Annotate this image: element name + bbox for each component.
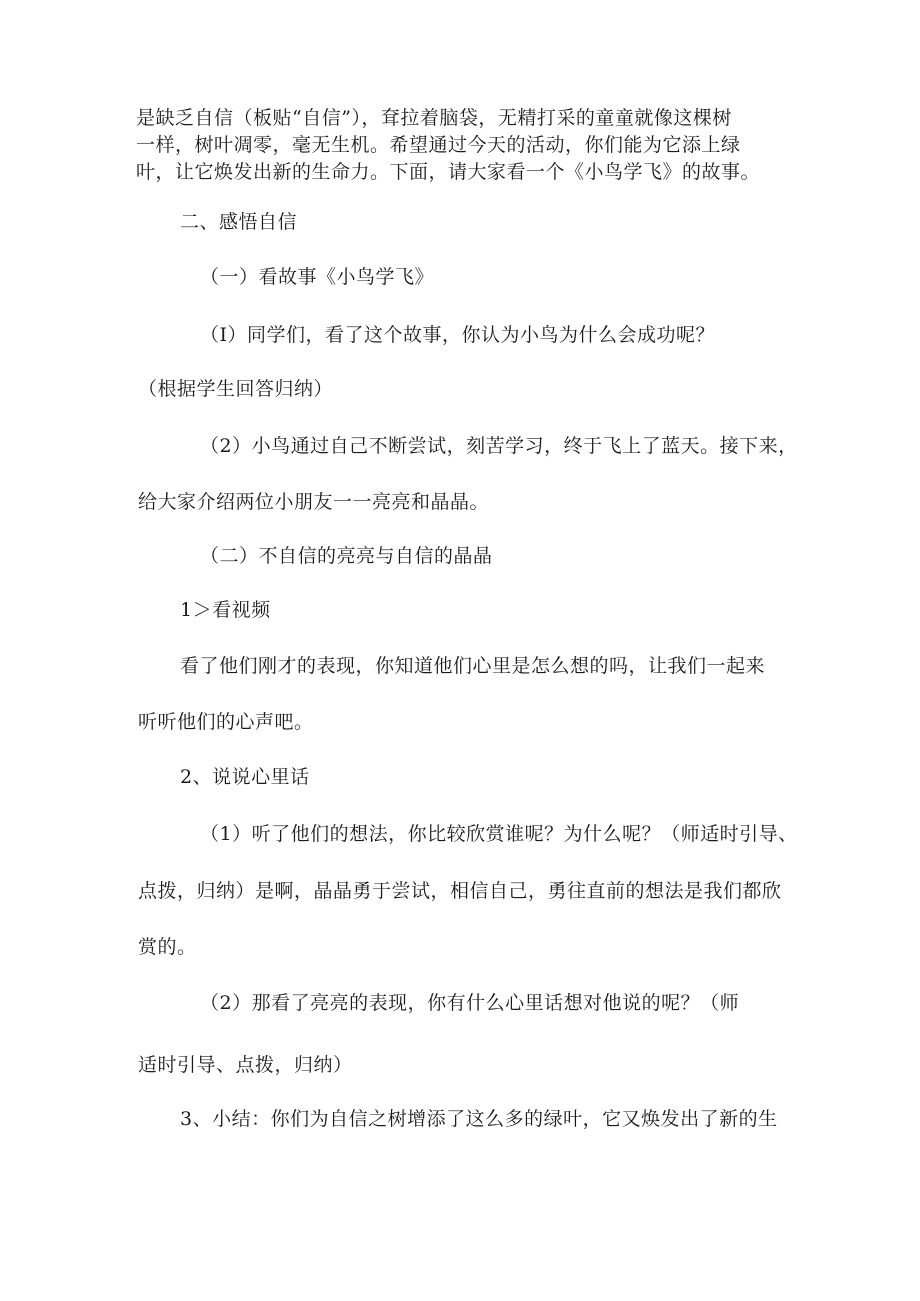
paragraph-line: （根据学生回答归纳） (138, 378, 334, 400)
paragraph-line: 是缺乏自信（板贴“自信”），耷拉着脑袋，无精打采的童童就像这棵树 (136, 107, 732, 129)
item-heading: 2、说说心里话 (180, 766, 310, 788)
paragraph-line: （2）那看了亮亮的表现，你有什么心里话想对他说的呢？（师 (200, 992, 740, 1014)
paragraph-line: 给大家介绍两位小朋友一一亮亮和晶晶。 (138, 491, 490, 513)
paragraph-line: 听听他们的心声吧。 (138, 711, 314, 733)
paragraph-line: 3、小结：你们为自信之树增添了这么多的绿叶，它又焕发出了新的生 (180, 1108, 778, 1130)
paragraph-line: 赏的。 (138, 936, 197, 958)
paragraph-line: 点拨，归纳）是啊，晶晶勇于尝试，相信自己，勇往直前的想法是我们都欣 (138, 880, 782, 902)
item-heading: 1＞看视频 (180, 599, 271, 621)
paragraph-line: 一样，树叶凋零，毫无生机。希望通过今天的活动，你们能为它添上绿 (136, 134, 741, 156)
paragraph-line: （2）小鸟通过自己不断尝试，刻苦学习，终于飞上了蓝天。接下来， (200, 435, 798, 457)
paragraph-line: 叶，让它焕发出新的生命力。下面，请大家看一个《小鸟学飞》的故事。 (136, 161, 761, 183)
subsection-heading: （一）看故事《小鸟学飞》 (200, 266, 435, 288)
paragraph-line: 看了他们刚才的表现，你知道他们心里是怎么想的吗，让我们一起来 (180, 655, 766, 677)
section-heading: 二、感悟自信 (180, 211, 298, 233)
paragraph-line: （I）同学们，看了这个故事，你认为小鸟为什么会成功呢？ (200, 324, 716, 346)
paragraph-line: （1）听了他们的想法，你比较欣赏谁呢？为什么呢？（师适时引导、 (200, 823, 798, 845)
paragraph-line: 适时引导、点拨，归纳） (138, 1054, 353, 1076)
subsection-heading: （二）不自信的亮亮与自信的晶晶 (200, 545, 493, 567)
